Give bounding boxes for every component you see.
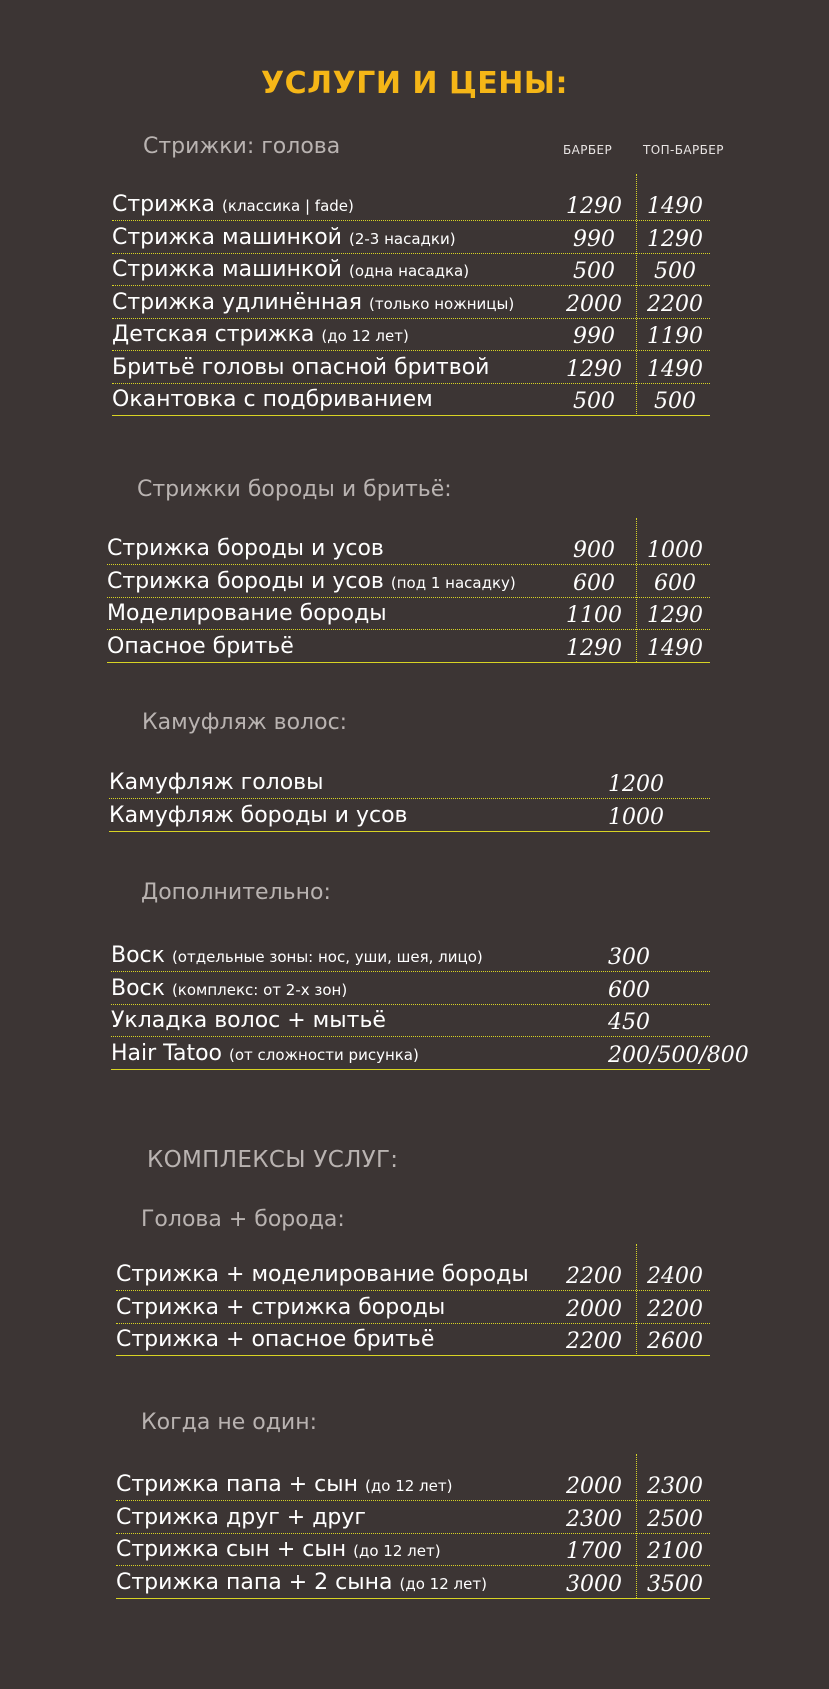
price-top-barber: 1490	[647, 356, 703, 382]
service-label	[112, 387, 433, 412]
price-top-barber: 1000	[647, 538, 703, 563]
service-note: (одна насадка)	[348, 262, 470, 280]
service-name-text: Камуфляж бороды и усов	[109, 802, 408, 828]
price-barber: 2200	[566, 1329, 622, 1354]
price-top-barber: 2200	[647, 1296, 703, 1322]
price-top-barber: 2300	[647, 1474, 703, 1499]
price-row	[111, 1004, 710, 1037]
service-name-text: Опасное бритьё	[107, 633, 294, 659]
price-top-barber: 1290	[647, 603, 703, 628]
price-top-barber: 600	[654, 570, 696, 596]
price-top-barber: 500	[654, 389, 696, 414]
service-note: (классика | fade)	[222, 197, 354, 215]
page-title: УСЛУГИ И ЦЕНЫ:	[261, 66, 568, 101]
section-title-extra: Дополнительно:	[141, 880, 331, 905]
price: 300	[608, 945, 650, 970]
service-label	[112, 355, 489, 380]
service-label	[107, 536, 384, 561]
service-name-text: Бритьё головы опасной бритвой	[112, 354, 490, 380]
column-header-barber: БАРБЕР	[563, 143, 613, 157]
price-barber: 2000	[566, 1474, 622, 1499]
section-title-camo: Камуфляж волос:	[142, 710, 348, 735]
service-label	[107, 601, 387, 626]
service-note: (комплекс: от 2-х зон)	[171, 980, 348, 999]
column-divider	[636, 1454, 637, 1598]
service-label	[112, 322, 409, 347]
service-label	[109, 803, 408, 828]
service-name-text: Стрижка папа + 2 сына	[116, 1569, 393, 1595]
section-title-beard: Стрижки бороды и бритьё:	[137, 477, 452, 502]
service-name-text: Окантовка с подбриванием	[112, 387, 433, 412]
price-barber: 1290	[566, 194, 622, 219]
price-top-barber: 2500	[647, 1506, 703, 1532]
price-row	[116, 1501, 710, 1534]
price-row	[107, 532, 710, 565]
price-row	[111, 939, 710, 972]
price-row	[116, 1533, 710, 1566]
service-note: (только ножницы)	[369, 294, 515, 313]
service-name-text: Укладка волос + мытьё	[111, 1008, 386, 1033]
price-row	[112, 221, 710, 254]
service-label	[112, 290, 514, 315]
service-label	[111, 1008, 386, 1033]
price: 1200	[608, 772, 664, 797]
service-label	[111, 1041, 419, 1066]
service-name-text: Стрижка сын + сын	[116, 1537, 347, 1562]
price: 600	[608, 977, 650, 1003]
service-name-text: Стрижка друг + друг	[116, 1504, 366, 1530]
service-name-text: Hair Tatoo	[111, 1040, 222, 1066]
service-label	[116, 1262, 529, 1287]
service-name-text: Стрижка	[112, 192, 216, 217]
price-row	[107, 597, 710, 630]
service-label	[112, 192, 354, 217]
price-barber: 2000	[566, 291, 622, 317]
price-top-barber: 2400	[647, 1264, 703, 1289]
price-row	[107, 630, 710, 663]
service-note: (отдельные зоны: нос, уши, шея, лицо)	[171, 948, 483, 966]
price-table-beard	[107, 532, 710, 662]
price-table-combo	[116, 1258, 710, 1356]
price-top-barber: 2200	[647, 291, 703, 317]
price-row	[112, 253, 710, 286]
price-barber: 1290	[566, 356, 622, 382]
service-name-text: Воск	[111, 975, 165, 1001]
price-barber: 2200	[566, 1264, 622, 1289]
service-name-text: Воск	[111, 943, 165, 968]
section-title-head: Стрижки: голова	[143, 134, 341, 159]
section-title-combo: Голова + борода:	[141, 1207, 345, 1232]
price-top-barber: 1290	[647, 226, 703, 252]
service-label	[116, 1570, 487, 1595]
price-row	[116, 1323, 710, 1356]
service-name-text: Моделирование бороды	[107, 601, 387, 626]
service-label	[107, 634, 294, 659]
price: 450	[608, 1010, 650, 1035]
price-barber: 500	[573, 259, 615, 284]
service-note: (до 12 лет)	[399, 1574, 487, 1593]
service-label	[116, 1505, 366, 1530]
price-row	[112, 318, 710, 351]
section-title-family: Когда не один:	[141, 1410, 317, 1435]
price-row	[112, 351, 710, 384]
price-barber: 2300	[566, 1506, 622, 1532]
price-barber: 990	[573, 226, 615, 252]
price-row	[112, 286, 710, 319]
price-barber: 1700	[566, 1539, 622, 1564]
price-top-barber: 1490	[647, 635, 703, 661]
service-note: (от сложности рисунка)	[229, 1045, 419, 1064]
price-barber: 1290	[566, 635, 622, 661]
price-barber: 2000	[566, 1296, 622, 1322]
service-label	[111, 976, 347, 1001]
price-barber: 500	[573, 389, 615, 414]
service-label	[116, 1537, 441, 1562]
service-name-text: Стрижка бороды и усов	[107, 568, 384, 594]
price: 200/500/800	[608, 1042, 749, 1068]
price: 1000	[608, 804, 664, 830]
price-row	[116, 1566, 710, 1599]
price-barber: 1100	[566, 603, 622, 628]
service-name-text: Детская стрижка	[112, 322, 315, 347]
column-header-top-barber: ТОП-БАРБЕР	[643, 143, 724, 157]
service-label	[109, 770, 324, 795]
service-name-text: Стрижка + стрижка бороды	[116, 1294, 446, 1320]
complexes-title: КОМПЛЕКСЫ УСЛУГ:	[147, 1147, 399, 1173]
column-divider	[636, 174, 637, 416]
price-row	[116, 1468, 710, 1501]
price-barber: 990	[573, 324, 615, 349]
service-note: (до 12 лет)	[353, 1542, 441, 1560]
price-barber: 3000	[566, 1571, 622, 1597]
service-name-text: Стрижка удлинённая	[112, 289, 363, 315]
price-top-barber: 3500	[647, 1571, 703, 1597]
price-row	[116, 1258, 710, 1291]
price-top-barber: 500	[654, 259, 696, 284]
price-barber: 600	[573, 570, 615, 596]
price-row	[109, 766, 710, 799]
service-label	[116, 1472, 452, 1497]
service-name-text: Стрижка папа + сын	[116, 1472, 359, 1497]
price-top-barber: 2100	[647, 1539, 703, 1564]
price-row	[111, 1037, 749, 1070]
service-name-text: Стрижка машинкой	[112, 224, 342, 250]
service-label	[116, 1327, 434, 1352]
price-barber: 900	[573, 538, 615, 563]
price-table-head	[112, 188, 710, 416]
service-name-text: Стрижка машинкой	[112, 257, 342, 282]
column-divider	[636, 1244, 637, 1356]
service-label	[112, 257, 469, 282]
price-row	[112, 188, 710, 221]
price-row	[112, 383, 710, 416]
price-table-extra	[111, 939, 749, 1069]
service-name-text: Стрижка + моделирование бороды	[116, 1262, 529, 1287]
price-top-barber: 2600	[647, 1329, 703, 1354]
price-top-barber: 1190	[647, 324, 703, 349]
service-note: (2-3 насадки)	[348, 229, 456, 248]
service-label	[111, 943, 483, 968]
price-row	[109, 799, 710, 832]
service-label	[112, 225, 456, 250]
price-row	[107, 565, 710, 598]
price-row	[116, 1291, 710, 1324]
service-note: (под 1 насадку)	[390, 573, 516, 592]
price-table-camo	[109, 766, 710, 831]
service-label	[107, 569, 516, 594]
service-note: (до 12 лет)	[321, 327, 409, 345]
service-name-text: Стрижка бороды и усов	[107, 536, 384, 561]
service-name-text: Стрижка + опасное бритьё	[116, 1327, 435, 1352]
service-label	[116, 1295, 445, 1320]
service-note: (до 12 лет)	[365, 1477, 453, 1495]
price-top-barber: 1490	[647, 194, 703, 219]
price-row	[111, 972, 710, 1005]
price-table-family	[116, 1468, 710, 1598]
service-name-text: Камуфляж головы	[109, 770, 324, 795]
column-divider	[636, 518, 637, 662]
